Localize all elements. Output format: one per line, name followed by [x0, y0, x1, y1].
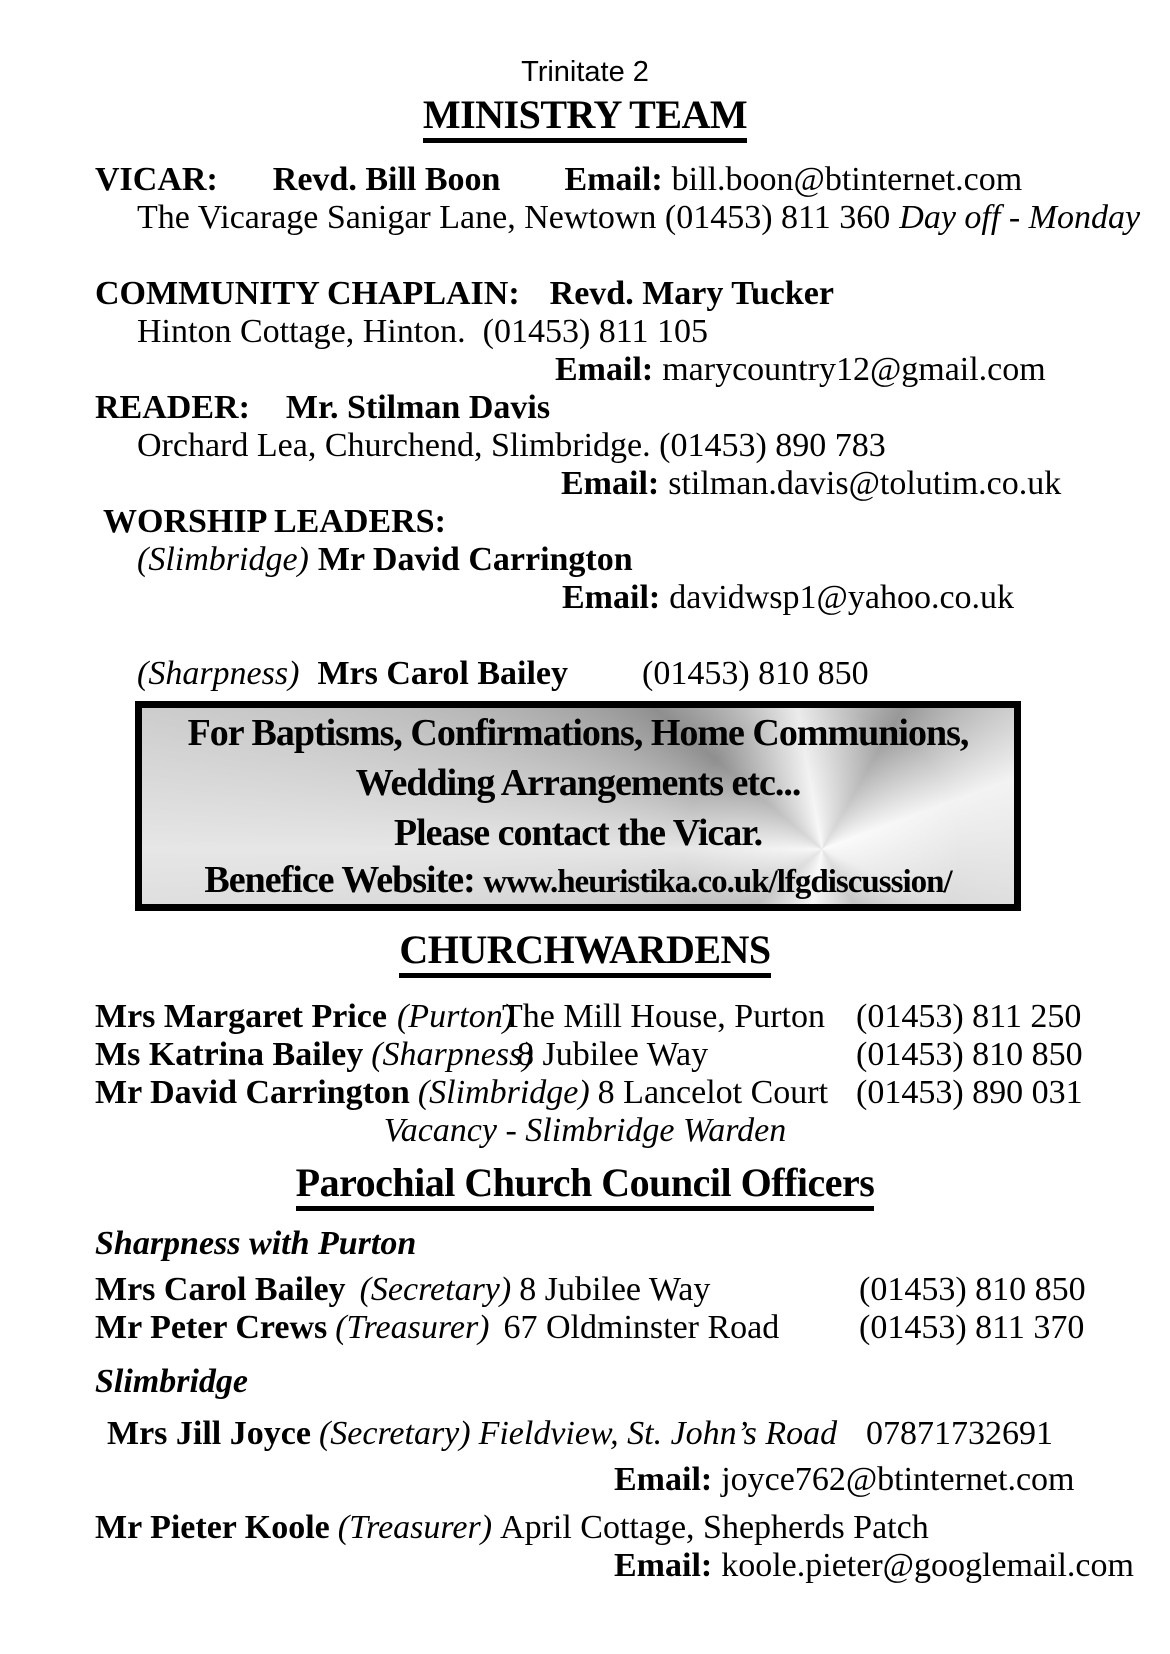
pcc-officer-address: April Cottage, Shepherds Patch: [500, 1509, 929, 1546]
pcc-officer-row: [95, 1509, 1075, 1547]
sharpness-with-purton-subheading: Sharpness with Purton: [95, 1225, 417, 1262]
reader-name: Mr. Stilman Davis: [285, 389, 551, 426]
churchwarden-place: (Sharpness): [371, 1036, 534, 1073]
churchwarden-phone: (01453) 811 250: [856, 998, 1082, 1035]
notice-line-3: Please contact the Vicar.: [393, 812, 763, 854]
vicar-day-off: Day off - Monday: [899, 199, 1141, 236]
pcc-heading-text: Parochial Church Council Officers: [296, 1163, 875, 1211]
chaplain-email-label: Email:: [555, 351, 654, 388]
worship-leader-email-label: Email:: [562, 579, 661, 616]
worship-leader-slimbridge-place: (Slimbridge): [137, 541, 309, 578]
pcc-officer-name: Mrs Carol Bailey: [95, 1271, 346, 1308]
pcc-officer-role: (Treasurer): [335, 1309, 490, 1346]
churchwardens-heading-text: CHURCHWARDENS: [399, 930, 770, 978]
warden-vacancy-note: Vacancy - Slimbridge Warden: [383, 1112, 787, 1149]
pcc-email-label: Email:: [614, 1547, 713, 1584]
pcc-officer-role: (Secretary): [359, 1271, 512, 1308]
pcc-officer-address: Fieldview, St. John’s Road: [478, 1415, 838, 1452]
pcc-secretary-email-line: [95, 1461, 1075, 1499]
pcc-officer-name: Mr Peter Crews: [95, 1309, 328, 1346]
chaplain-name: Revd. Mary Tucker: [549, 275, 834, 312]
pcc-email-label: Email:: [614, 1461, 713, 1498]
pcc-officer-role: (Treasurer): [337, 1509, 493, 1546]
notice-line-1: For Baptisms, Confirmations, Home Communions,: [187, 712, 969, 754]
vicar-email: bill.boon@btinternet.com: [671, 161, 1023, 198]
vicar-email-label: Email:: [564, 161, 663, 198]
pcc-officer-address: 8 Jubilee Way: [519, 1271, 711, 1308]
worship-leader-sharpness-place: (Sharpness): [137, 655, 300, 692]
churchwarden-row: [95, 1036, 1083, 1074]
churchwarden-address: The Mill House, Purton: [502, 998, 825, 1035]
churchwarden-place: (Purton): [396, 998, 515, 1035]
chaplain-email-line: [95, 351, 1075, 389]
vicar-address-line: [95, 199, 1141, 237]
pcc-treasurer-email-line: [95, 1547, 1134, 1585]
pcc-officer-phone: (01453) 811 370: [859, 1309, 1085, 1346]
worship-leader-sharpness-name: Mrs Carol Bailey: [317, 655, 568, 692]
pcc-officer-name: Mr Pieter Koole: [95, 1509, 330, 1546]
worship-leader-email: davidwsp1@yahoo.co.uk: [669, 579, 1015, 616]
chaplain-address-line: [95, 313, 1075, 351]
worship-leader-sharpness-line: [95, 655, 1075, 693]
ministry-team-heading: [95, 92, 1075, 143]
reader-line: [95, 389, 1075, 427]
benefice-website-url: www.heuristika.co.uk/lfgdiscussion/: [483, 864, 952, 900]
pcc-officer-phone: (01453) 810 850: [859, 1271, 1086, 1308]
reader-email-line: [95, 465, 1075, 503]
worship-leader-sharpness-phone: (01453) 810 850: [642, 655, 869, 692]
pcc-officer-role: (Secretary): [318, 1415, 471, 1452]
worship-leader-slimbridge-name: Mr David Carrington: [317, 541, 633, 578]
worship-leaders-label: WORSHIP LEADERS:: [103, 503, 446, 540]
pcc-officer-row: [95, 1415, 1075, 1453]
chaplain-label: COMMUNITY CHAPLAIN:: [95, 275, 520, 312]
notice-website-line: [142, 858, 1014, 904]
chaplain-address: Hinton Cottage, Hinton. (01453) 811 105: [137, 313, 709, 350]
worship-leader-slimbridge-line: [95, 541, 1075, 579]
churchwarden-name: Mrs Margaret Price: [95, 998, 387, 1035]
churchwarden-row: [95, 998, 1082, 1036]
slimbridge-subheading: Slimbridge: [95, 1363, 249, 1400]
worship-leader-slimbridge-email-line: [95, 579, 1075, 617]
page-kicker: Trinitate 2: [521, 56, 649, 88]
pcc-officer-row: [95, 1271, 1086, 1309]
chaplain-email: marycountry12@gmail.com: [662, 351, 1046, 388]
vicar-name: Revd. Bill Boon: [272, 161, 501, 198]
vicar-address: The Vicarage Sanigar Lane, Newtown (01453) 811 360: [137, 199, 891, 236]
reader-address-line: [95, 427, 1075, 465]
pcc-heading: [95, 1160, 1075, 1211]
churchwarden-phone: (01453) 810 850: [856, 1036, 1083, 1073]
ministry-team-heading-text: MINISTRY TEAM: [423, 95, 747, 143]
pcc-treasurer-email: koole.pieter@googlemail.com: [721, 1547, 1134, 1584]
vicar-line: [95, 161, 1075, 199]
reader-label: READER:: [95, 389, 250, 426]
churchwarden-name: Ms Katrina Bailey: [95, 1036, 364, 1073]
notice-line-2: Wedding Arrangements etc...: [355, 762, 801, 804]
reader-email: stilman.davis@tolutim.co.uk: [668, 465, 1062, 502]
pcc-officer-row: [95, 1309, 1085, 1347]
churchwarden-name: Mr David Carrington: [95, 1074, 410, 1111]
reader-email-label: Email:: [561, 465, 660, 502]
vicar-label: VICAR:: [95, 161, 218, 198]
churchwarden-address: 8 Lancelot Court: [597, 1074, 829, 1111]
churchwarden-row: [95, 1074, 1083, 1112]
churchwarden-place: (Slimbridge): [417, 1074, 590, 1111]
pcc-officer-address: 67 Oldminster Road: [503, 1309, 780, 1346]
pcc-secretary-email: joyce762@btinternet.com: [721, 1461, 1075, 1498]
churchwarden-phone: (01453) 890 031: [856, 1074, 1083, 1111]
chaplain-line: [95, 275, 1075, 313]
churchwardens-heading: [95, 927, 1075, 978]
churchwarden-address: 8 Jubilee Way: [517, 1036, 709, 1073]
contact-vicar-notice-box: [135, 701, 1021, 911]
reader-address: Orchard Lea, Churchend, Slimbridge. (01453) 890 783: [137, 427, 886, 464]
pcc-officer-phone: 07871732691: [866, 1415, 1053, 1452]
pcc-officer-name: Mrs Jill Joyce: [107, 1415, 311, 1452]
benefice-website-label: Benefice Website:: [204, 859, 484, 901]
worship-leaders-heading: [95, 503, 1075, 541]
